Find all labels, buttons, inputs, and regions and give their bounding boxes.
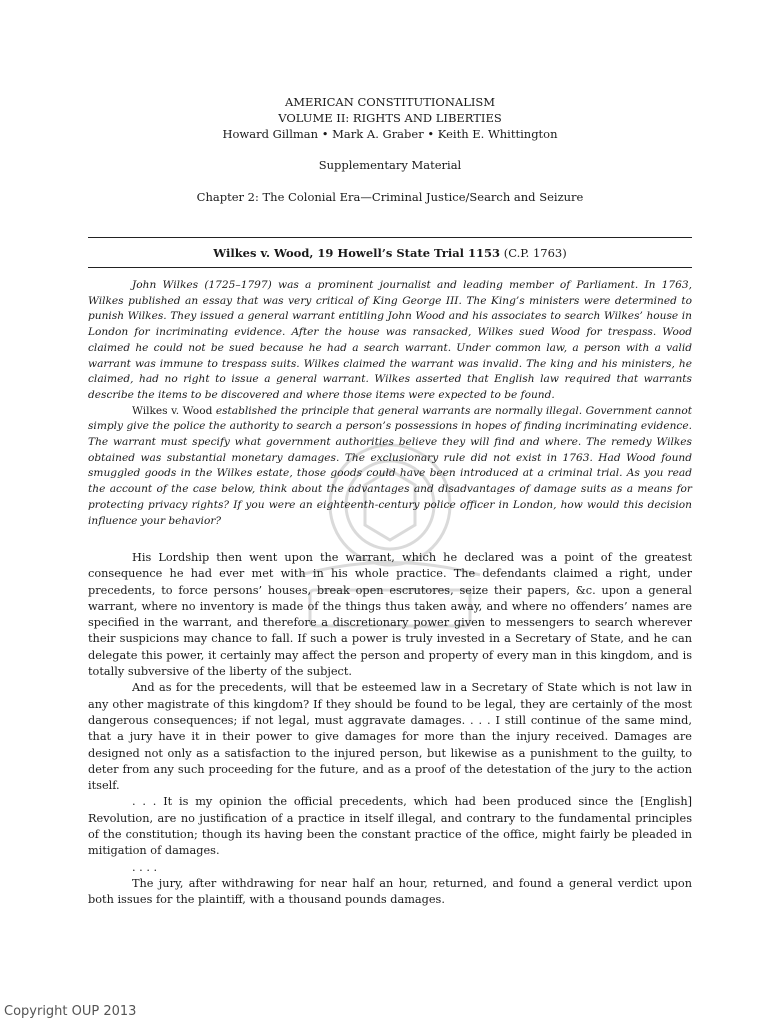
case-name: Wilkes v. Wood, 19 Howell’s State Trial 1153 [213,246,501,260]
chapter-title: Chapter 2: The Colonial Era—Criminal Justice/Search and Seizure [196,190,584,204]
opinion-paragraph-1: His Lordship then went upon the warrant, which he declared was a point of the greatest consequence he had ever met with in his whole practice. The defendants claimed a right, under precedents, to force persons’ houses, break open escrutores, seize their papers, &c. upon a general warrant, where no inventory is made of the things thus taken away, and where no offenders’ names are specified in the warrant, and therefore a discretionary power given to messengers to search wherever their suspicions may chance to fall. If such a power is truly invested in a Secretary of State, and he can delegate this power, it certainly may affect the person and property of every man in this kingdom, and is totally subversive of the liberty of the subject. [88,551,692,679]
document-header [88,94,692,142]
intro-paragraph-1: John Wilkes (1725–1797) was a prominent journalist and leading member of Parliament. In 1763, Wilkes published an essay that was very critical of King George III. The King’s ministers were determined to punish Wilkes. They issued a general warrant entitling John Wood and his associates to search Wilkes’ house in London for incriminating evidence. After the house was ransacked, Wilkes sued Wood for trespass. Wood claimed he could not be sued because he had a search warrant. Under common law, a person with a valid warrant was immune to trespass suits. Wilkes claimed the warrant was invalid. The king and his ministers, he claimed, had no right to issue a general warrant. Wilkes asserted that English law required that warrants describe the items to be discovered and where those items were expected to be found. [88,279,692,401]
book-title: AMERICAN CONSTITUTIONALISM [284,95,496,109]
authors-line: Howard Gillman • Mark A. Graber • Keith E. Whittington [222,127,558,141]
case-title [88,245,692,261]
opinion-ellipsis: . . . . [132,860,158,874]
volume-title: VOLUME II: RIGHTS AND LIBERTIES [278,111,502,125]
case-court: (C.P. 1763) [503,246,567,260]
bottom-rule [88,267,692,268]
top-rule [88,237,692,238]
copyright-footer: Copyright OUP 2013 [4,1004,137,1019]
intro-paragraph-2 [88,404,692,530]
case-introduction [88,278,692,529]
opinion-excerpt [88,550,692,909]
supplement-label: Supplementary Material [318,158,462,172]
opinion-paragraph-4: The jury, after withdrawing for near half an hour, returned, and found a general verdict upon both issues for the plaintiff, with a thousand pounds damages. [88,876,692,907]
opinion-paragraph-3: . . . It is my opinion the official precedents, which had been produced since the [English] Revolution, are no justification of a practice in itself illegal, and contrary to the fundamental principles of the constitution; though its having been the constant practice of the office, might fairly be pleaded in mitigation of damages. [88,795,692,858]
intro-case-reference: Wilkes v. Wood [132,404,213,417]
opinion-paragraph-2: And as for the precedents, will that be esteemed law in a Secretary of State which is not law in any other magistrate of this kingdom? If they should be found to be legal, they are certainly of the most dangerous consequences; if not legal, must aggravate damages. . . . I still continue of the same mind, that a jury have it in their power to give damages for more than the injury received. Damages are designed not only as a satisfaction to the injured person, but likewise as a punishment to the guilty, to deter from any such proceeding for the future, and as a proof of the detestation of the jury to the action itself. [88,681,692,793]
intro-paragraph-2-text: established the principle that general warrants are normally illegal. Government cannot simply give the police the authority to search a person’s possessions in hopes of finding incriminating evidence. The warrant must specify what government authorities believe they will find and where. The remedy Wilkes obtained was substantial monetary damages. The exclusionary rule did not exist in 1763. Had Wood found smuggled goods in the Wilkes estate, those goods could have been introduced at a criminal trial. As you read the account of the case below, think about the advantages and disadvantages of damage suits as a means for protecting privacy rights? If you were an eighteenth-century police officer in London, how would this decision influence your behavior? [88,404,693,527]
